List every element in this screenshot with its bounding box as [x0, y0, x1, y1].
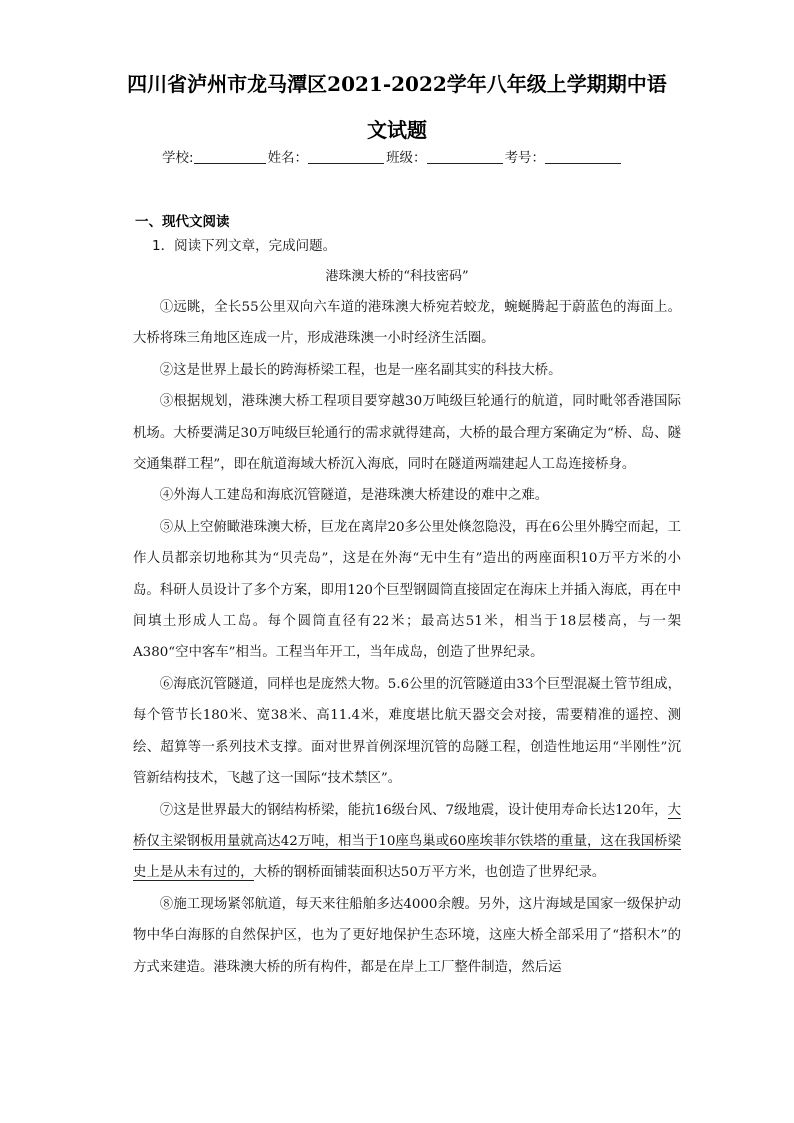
document-title-line1: 四川省泸州市龙马潭区2021-2022学年八年级上学期期中语 [127, 72, 667, 96]
exam-no-label: 考号： [504, 150, 546, 166]
paragraph-8: ⑧施工现场紧邻航道，每天来往船舶多达4000余艘。另外，这片海域是国家一级保护动物中华白海豚的自然保护区，也为了更好地保护生态环境，这座大桥全部采用了“搭积木”的方式来建造。港珠澳大桥的所有构件，都是在岸上工厂整件制造，然后运 [133, 896, 681, 975]
student-info-line [162, 146, 642, 166]
paragraph-4: ④外海人工建岛和海底沉管隧道，是港珠澳大桥建设的难中之难。 [159, 488, 549, 504]
paragraph-2: ②这是世界上最长的跨海桥梁工程，也是一座名副其实的科技大桥。 [159, 362, 562, 378]
class-label: 班级： [386, 150, 427, 166]
paragraph-6: ⑥海底沉管隧道，同样也是庞然大物。5.6公里的沉管隧道由33个巨型混凝土管节组成，每个管节长180米、宽38米、高11.4米，难度堪比航天器交会对接，需要精准的遥控、测绘、超算等一系列技术支撑。面对世界首例深埋沉管的岛隧工程，创造性地运用“半刚性”沉管新结构技术，飞越了这一国际“技术禁区”。 [133, 676, 681, 787]
question-prompt: 1．阅读下列文章，完成问题。 [152, 238, 337, 254]
name-blank[interactable] [308, 150, 384, 164]
section-heading: 一、现代文阅读 [135, 214, 230, 230]
exam-no-blank[interactable] [545, 150, 621, 164]
paragraph-5: ⑤从上空俯瞰港珠澳大桥，巨龙在离岸20多公里处倏忽隐没，再在6公里外腾空而起，工作人员都亲切地称其为“贝壳岛”，这是在外海“无中生有”造出的两座面积10万平方米的小岛。科研人员设计了多个方案，即用120个巨型钢圆筒直接固定在海床上并插入海底，再在中间填土形成人工岛。每个圆筒直径有22米；最高达51米，相当于18层楼高，与一架A380“空中客车”相当。工程当年开工，当年成岛，创造了世界纪录。 [133, 519, 681, 661]
article-title: 港珠澳大桥的“科技密码” [325, 269, 469, 284]
article-body [133, 292, 681, 983]
underlined-sentence: 大桥仅主梁钢板用量就高达42万吨，相当于10座鸟巢或60座埃菲尔铁塔的重量，这在我国桥梁史上是从未有过的， [133, 802, 681, 881]
school-blank[interactable] [194, 150, 266, 164]
document-title-line2: 文试题 [367, 118, 427, 142]
paragraph-3: ③根据规划，港珠澳大桥工程项目要穿越30万吨级巨轮通行的航道，同时毗邻香港国际机场。大桥要满足30万吨级巨轮通行的需求就得建高，大桥的最合理方案确定为“桥、岛、隧交通集群工程”，即在航道海域大桥沉入海底，同时在隧道两端建起人工岛连接桥身。 [133, 394, 681, 473]
name-label: 姓名： [267, 150, 309, 166]
paragraph-7 [133, 795, 681, 889]
paragraph-7-end: 大桥的钢桥面铺装面积达50万平方米，也创造了世界纪录。 [253, 865, 606, 881]
paragraph-1: ①远眺，全长55公里双向六车道的港珠澳大桥宛若蛟龙，蜿蜒腾起于蔚蓝色的海面上。大桥将珠三角地区连成一片，形成港珠澳一小时经济生活圈。 [133, 300, 681, 347]
paragraph-7-start: ⑦这是世界最大的钢结构桥梁，能抗16级台风、7级地震，设计使用寿命长达120年， [159, 802, 668, 818]
school-label: 学校: [162, 150, 194, 166]
class-blank[interactable] [427, 150, 503, 164]
